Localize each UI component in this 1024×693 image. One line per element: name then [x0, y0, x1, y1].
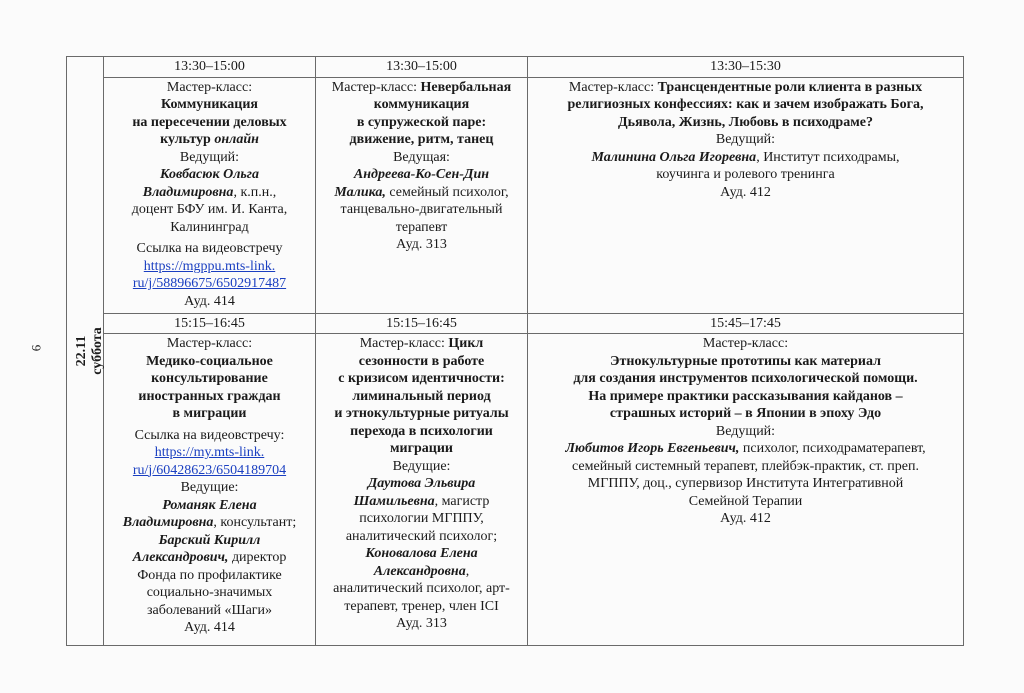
session-cell: Мастер-класс: Коммуникация на пересечении деловых культур онлайн Ведущий: Ковбасюк Ольга Владимировна, к.п.н., доцент БФУ им. И. Канта, Калининград Ссылка на видеовстречу https://mgppu.mts-link. ru/j/58896675/6502917487 Ауд. 414: [104, 77, 316, 313]
session-row-2: [67, 334, 964, 646]
time-row-2: [67, 313, 964, 334]
session-title: Коммуникация: [161, 97, 258, 112]
time-slot: 15:15–16:45: [104, 313, 316, 334]
room: Ауд. 412: [720, 184, 771, 200]
video-link[interactable]: ru/j/58896675/6502917487: [132, 276, 287, 291]
video-link-label: Ссылка на видеовстречу: [136, 241, 283, 256]
session-title: Трансцендентные роли клиента в разных: [657, 79, 923, 95]
schedule-table: [66, 56, 964, 646]
host-label: Ведущий:: [715, 423, 776, 439]
video-link[interactable]: https://mgppu.mts-link.: [143, 258, 276, 274]
date-weekday: суббота: [89, 327, 105, 375]
session-type: Мастер-класс:: [568, 79, 658, 95]
session-cell: Мастер-класс: Этнокультурные прототипы как материал для создания инструментов психологической помощи. На примере практики рассказывания кайданов – страшных историй – в Японии в эпоху Эдо Ведущий: Любитов Игорь Евгеньевич, психолог, психодраматерапевт, семейный системный терапевт, плейбэк-практик, ст. преп. МГППУ, доц., супервизор Института Интегративной Семейной Терапии Ауд. 412: [528, 334, 964, 646]
host-label: Ведущие:: [392, 458, 451, 474]
host-label: Ведущий:: [179, 149, 240, 165]
host-name: Малинина Ольга Игоревна: [591, 149, 757, 165]
time-slot: 13:30–15:00: [104, 57, 316, 78]
session-title: Этнокультурные прототипы как материал: [610, 353, 881, 369]
session-cell: Мастер-класс: Медико-социальное консультирование иностранных граждан в миграции Ссылка на видеовстречу: https://my.mts-link. ru/j/60428623/6504189704 Ведущие: Романяк Елена Владимировна, консультант; Барский Кирилл Александрович, директор Фонда по профилактике социально-значимых заболеваний «Шаги» Ауд. 414: [104, 334, 316, 646]
video-link[interactable]: https://my.mts-link.: [154, 445, 265, 460]
session-type: Мастер-класс:: [166, 79, 253, 95]
video-link-label: Ссылка на видеовстречу:: [134, 427, 285, 443]
host-name: Даутова Эльвира: [367, 476, 476, 491]
host-label: Ведущие:: [180, 480, 239, 495]
time-slot: 13:30–15:30: [528, 57, 964, 78]
session-title: Медико-социальное: [146, 353, 273, 369]
room: Ауд. 414: [184, 293, 235, 309]
session-type: Мастер-класс:: [166, 336, 253, 351]
session-title: Цикл: [448, 336, 484, 351]
room: Ауд. 414: [184, 620, 235, 635]
host-name: Любитов Игорь Евгеньевич,: [565, 441, 740, 456]
session-cell: Мастер-класс: Невербальная коммуникация в супружеской паре: движение, ритм, танец Ведущая: Андреева-Ко-Сен-Дин Малика, семейный психолог, танцевально-двигательный терапевт Ауд. 313: [316, 77, 528, 313]
time-slot: 13:30–15:00: [316, 57, 528, 78]
host-name: Андреева-Ко-Сен-Дин: [353, 167, 490, 182]
session-cell: Мастер-класс: Цикл сезонности в работе с кризисом идентичности: лиминальный период и этнокультурные ритуалы перехода в психологии миграции Ведущие: Даутова Эльвира Шамильевна, магистр психологии МГППУ, аналитический психолог; Коновалова Елена Александровна, аналитический психолог, арт- терапевт, тренер, член ICI Ауд. 313: [316, 334, 528, 646]
date-day: 22.11: [73, 335, 89, 367]
session-type: Мастер-класс:: [702, 336, 789, 351]
session-row-1: [67, 77, 964, 313]
session-type: Мастер-класс:: [359, 336, 449, 351]
host-label: Ведущая:: [393, 149, 450, 165]
page-number: 6: [28, 344, 44, 352]
host-name: Ковбасюк Ольга: [160, 167, 259, 182]
room: Ауд. 313: [396, 237, 447, 252]
host-name: Романяк Елена: [162, 497, 257, 513]
session-type: Мастер-класс:: [331, 79, 421, 95]
date-cell: [67, 57, 104, 646]
time-row-1: [67, 57, 964, 78]
room: Ауд. 313: [396, 616, 447, 631]
host-label: Ведущий:: [715, 132, 776, 147]
session-cell: Мастер-класс: Трансцендентные роли клиента в разных религиозных конфессиях: как и зачем изображать Бога, Дьявола, Жизнь, Любовь в психодраме? Ведущий: Малинина Ольга Игоревна, Институт психодрамы, коучинга и ролевого тренинга Ауд. 412: [528, 77, 964, 313]
video-link[interactable]: ru/j/60428623/6504189704: [132, 462, 287, 478]
time-slot: 15:15–16:45: [316, 313, 528, 334]
time-slot: 15:45–17:45: [528, 313, 964, 334]
session-title: Невербальная: [420, 79, 512, 95]
room: Ауд. 412: [720, 511, 771, 526]
host-name: Барский Кирилл: [158, 532, 261, 548]
host-name: Коновалова Елена: [365, 546, 478, 561]
